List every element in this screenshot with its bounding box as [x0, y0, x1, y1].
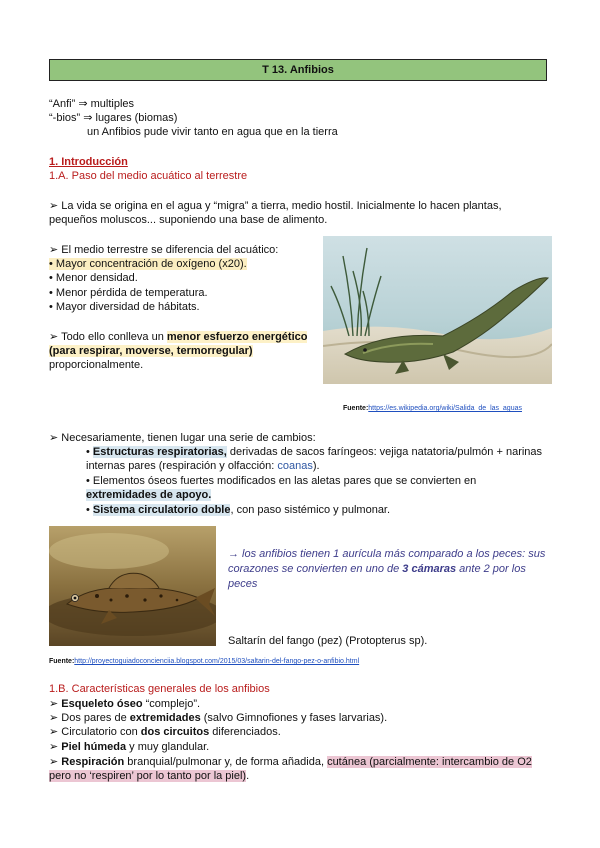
section-1-heading: 1. Introducción — [49, 156, 128, 168]
etymology-line-2: “-bios” ⇒ lugares (biomas) — [49, 112, 178, 124]
heart-note-line-2: corazones se convierten en uno de 3 cámaras ante 2 por los — [228, 563, 526, 575]
image-2-source-link[interactable]: http://proyectoguiadoconcienciia.blogspot.com/2015/03/saltarin-del-fango-pez-o-anfibio.html — [74, 658, 360, 665]
change-circulatory: • Sistema circulatorio doble, con paso sistémico y pulmonar. — [86, 504, 391, 516]
etymology-line-3: un Anfibios pude vivir tanto en agua que en la tierra — [87, 126, 338, 138]
energy-line-2: (para respirar, moverse, termorregular) — [49, 345, 253, 357]
bullet-habitats: • Mayor diversidad de hábitats. — [49, 301, 200, 313]
change-limbs-line-1: • Elementos óseos fuertes modificados en las aletas pares que se convierten en — [86, 475, 477, 487]
change-respiratory-line-2: internas pares (respiración y olfacción: coanas). — [86, 460, 320, 472]
energy-line-3: proporcionalmente. — [49, 359, 144, 371]
section-1a-heading: 1.A. Paso del medio acuático al terrestre — [49, 170, 248, 182]
bullet-oxygen: • Mayor concentración de oxígeno (x20). — [49, 258, 247, 270]
document-title: T 13. Anfibios — [49, 59, 547, 81]
paragraph-1-line-1: ➢ La vida se origina en el agua y “migra” a tierra, medio hostil. Inicialmente lo hacen plantas, — [49, 200, 502, 212]
change-respiratory-line-1: • Estructuras respiratorias, derivadas de sacos faríngeos: vejiga natatoria/pulmón + narinas — [86, 446, 543, 458]
mudskipper-photo-image — [49, 526, 216, 646]
feature-respiration-line-2: pero no ‘respiren’ por lo tanto por la piel). — [49, 770, 250, 782]
bullet-density: • Menor densidad. — [49, 272, 138, 284]
tetrapod-illustration-image — [323, 236, 552, 384]
image-1-source: Fuente:https://es.wikipedia.org/wiki/Salida_de_las_aguas — [343, 405, 522, 412]
change-limbs-line-2: extremidades de apoyo. — [86, 489, 212, 501]
paragraph-1-line-2: pequeños moluscos... suponiendo una base de alimento. — [49, 214, 328, 226]
bullet-temperature: • Menor pérdida de temperatura. — [49, 287, 208, 299]
image-2-source: Fuente:http://proyectoguiadoconcienciia.blogspot.com/2015/03/saltarin-del-fango-pez-o-anfibio.html — [49, 658, 360, 665]
mudskipper-caption: Saltarín del fango (pez) (Protopterus sp). — [228, 635, 428, 647]
image-1-source-link[interactable]: https://es.wikipedia.org/wiki/Salida_de_las_aguas — [368, 405, 522, 412]
changes-heading: ➢ Necesariamente, tienen lugar una serie de cambios: — [49, 432, 316, 444]
feature-limbs: ➢ Dos pares de extremidades (salvo Gimnofiones y fases larvarias). — [49, 712, 388, 724]
terrestrial-diff-heading: ➢ El medio terrestre se diferencia del acuático: — [49, 244, 279, 256]
feature-circulatory: ➢ Circulatorio con dos circuitos diferenciados. — [49, 726, 281, 738]
heart-note-line-3: peces — [228, 578, 258, 590]
feature-respiration-line-1: ➢ Respiración branquial/pulmonar y, de forma añadida, cutánea (parcialmente: intercambio de O2 — [49, 756, 532, 768]
feature-skin: ➢ Piel húmeda y muy glandular. — [49, 741, 210, 753]
energy-line-1: ➢ Todo ello conlleva un menor esfuerzo energético — [49, 331, 308, 343]
feature-skeleton: ➢ Esqueleto óseo “complejo”. — [49, 698, 201, 710]
section-1b-heading: 1.B. Características generales de los anfibios — [49, 683, 270, 695]
heart-note-line-1: → los anfibios tienen 1 aurícula más comparado a los peces: sus — [228, 548, 546, 560]
etymology-line-1: “Anfi” ⇒ multiples — [49, 98, 135, 110]
